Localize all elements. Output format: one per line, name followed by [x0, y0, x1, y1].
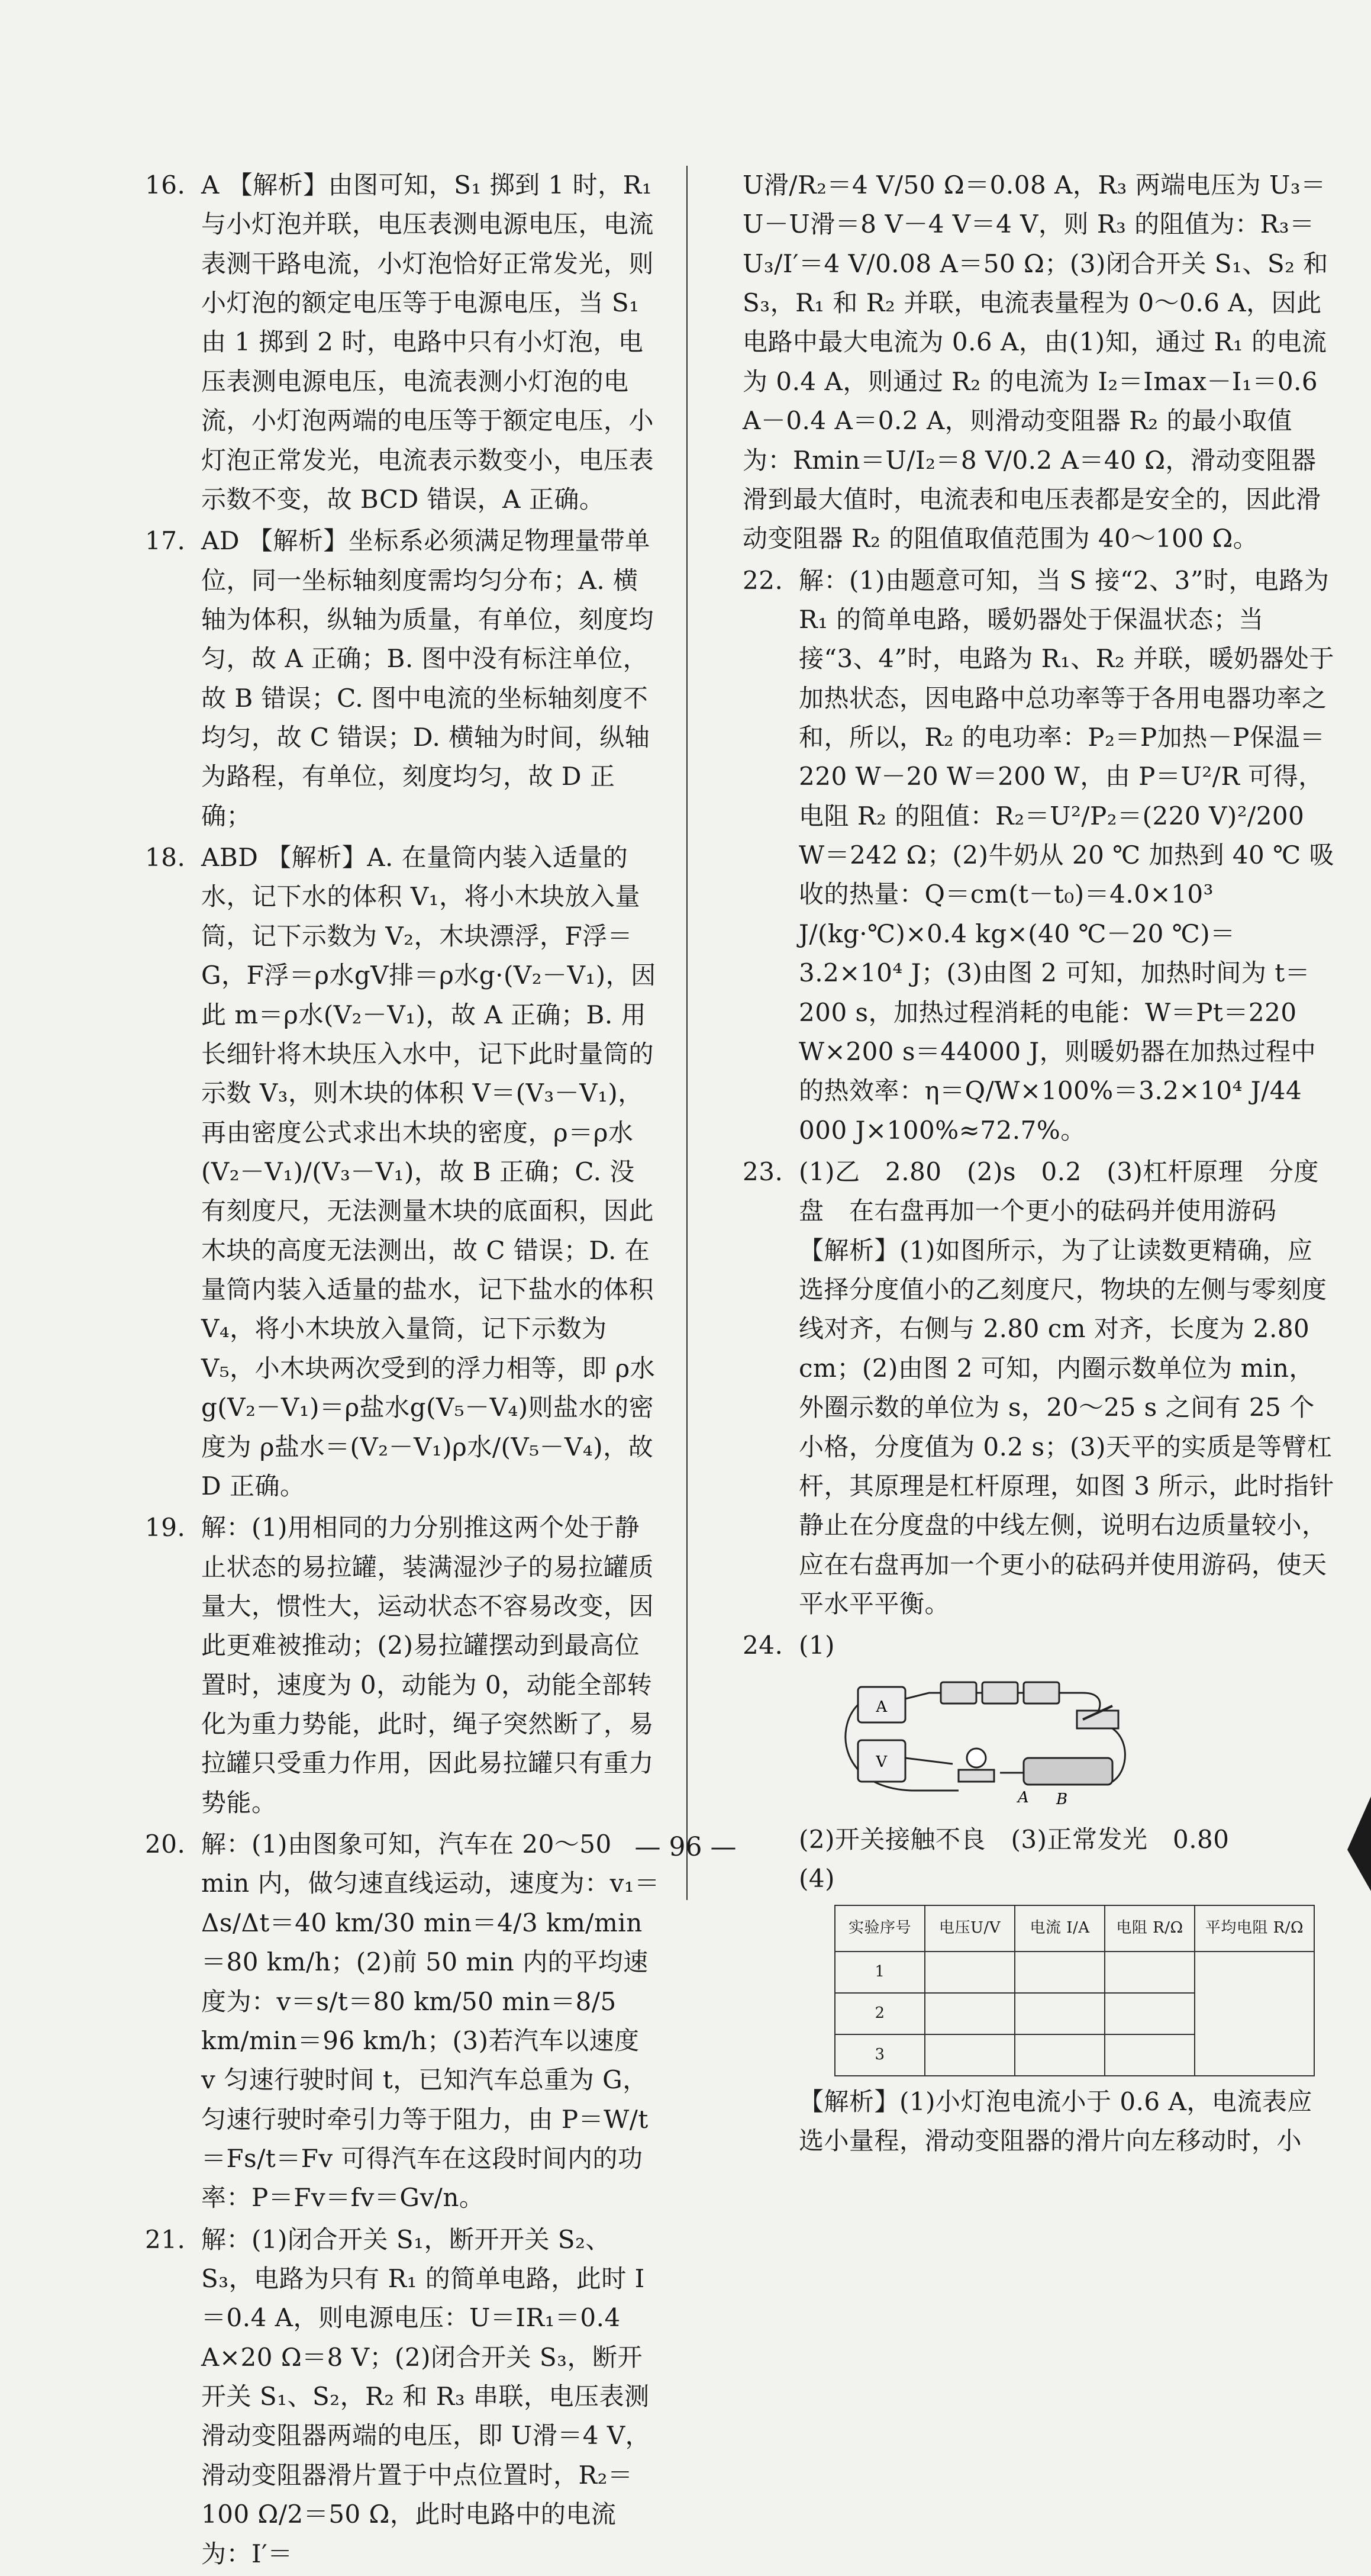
question-18 [145, 838, 660, 1506]
rheostat-end-a: A [1018, 1788, 1030, 1805]
table-cell [1015, 2034, 1105, 2076]
answer-text: (1) [799, 1631, 835, 1660]
left-column [145, 166, 660, 2576]
page-number: — 96 — [634, 1832, 737, 1862]
table-cell [1105, 1952, 1195, 1993]
right-column [743, 166, 1334, 2163]
question-number: 18. [145, 843, 186, 872]
ammeter-label: A [876, 1698, 888, 1716]
page-corner-mark [1347, 1796, 1371, 1891]
table-cell: 1 [835, 1952, 925, 1993]
question-number: 20. [145, 1830, 186, 1859]
table-cell: 3 [835, 2034, 925, 2076]
question-number: 21. [145, 2224, 186, 2254]
triangle-mark-icon [1347, 1796, 1371, 1891]
question-number: 22. [743, 565, 783, 595]
table-header-cell: 电流 I/A [1015, 1905, 1105, 1952]
answer-text: 解：(1)用相同的力分别推这两个处于静止状态的易拉罐，装满湿沙子的易拉罐质量大，惯性大，运动状态不容易改变，因此更难被推动；(2)易拉罐摆动到最高位置时，速度为 0，动能为 0，动能全部转化为重力势能，此时，绳子突然断了，易拉罐只受重力作用，因此易拉罐只有重力势能。 [201, 1513, 654, 1817]
lamp [967, 1749, 986, 1767]
table-cell [925, 1993, 1015, 2034]
answer-text: 解：(1)由图象可知，汽车在 20～50 min 内，做匀速直线运动，速度为：v₁＝Δs/Δt＝40 km/30 min＝4/3 km/min＝80 km/h；(2)前 50 min 内的平均速度为：v＝s/t＝80 km/50 min＝8/5 km/min＝96 km/h；(3)若汽车以速度 v 匀速行驶时间 t，已知汽车总重为 G，匀速行驶时牵引力等于阻力，由 P＝W/t＝Fs/t＝Fv 可得汽车在这段时间内的功率：P＝Fv＝fv＝Gv/n。 [201, 1830, 660, 2213]
question-number: 24. [743, 1631, 783, 1660]
answer-text: (4) [799, 1864, 835, 1894]
question-21-continued [743, 166, 1334, 559]
answer-text: U滑/R₂＝4 V/50 Ω＝0.08 A，R₃ 两端电压为 U₃＝U－U滑＝8 V－4 V＝4 V，则 R₃ 的阻值为：R₃＝U₃/I′＝4 V/0.08 A＝50 Ω；(3)闭合开关 S₁、S₂ 和 S₃，R₁ 和 R₂ 并联，电流表量程为 0～0.6 A，因此电路中最大电流为 0.6 A，由(1)知，通过 R₁ 的电流为 0.4 A，则通过 R₂ 的电流为 I₂＝Imax－I₁＝0.6 A－0.4 A＝0.2 A，则滑动变阻器 R₂ 的最小取值为：Rmin＝U/I₂＝8 V/0.2 A＝40 Ω，滑动变阻器滑到最大值时，电流表和电压表都是安全的，因此滑动变阻器 R₂ 的阻值取值范围为 40～100 Ω。 [743, 170, 1328, 553]
question-21 [145, 2220, 660, 2574]
table-header-cell: 电压U/V [925, 1905, 1015, 1952]
voltmeter-label: V [876, 1753, 888, 1771]
battery-cell [941, 1682, 976, 1704]
answer-text: (1)乙 2.80 (2)s 0.2 (3)杠杆原理 分度盘 在右盘再加一个更小的砝码并使用游码 【解析】(1)如图所示，为了让读数更精确，应选择分度值小的乙刻度尺，物块的左侧与零刻度线对齐，右侧与 2.80 cm 对齐，长度为 2.80 cm；(2)由图 2 可知，内圈示数单位为 min，外圈示数的单位为 s，20～25 s 之间有 25 个小格，分度值为 0.2 s；(3)天平的实质是等臂杠杆，其原理是杠杆原理，如图 3 所示，此时指针静止在分度盘的中线左侧，说明右边质量较小，应在右盘再加一个更小的砝码并使用游码，使天平水平平衡。 [799, 1157, 1334, 1618]
answer-text: AD 【解析】坐标系必须满足物理量带单位，同一坐标轴刻度需均匀分布；A. 横轴为体积，纵轴为质量，有单位，刻度均匀，故 A 正确；B. 图中没有标注单位，故 B 错误；C. 图中电流的坐标轴刻度不均匀，故 C 错误；D. 横轴为时间，纵轴为路程，有单位，刻度均匀，故 D 正确； [201, 526, 654, 830]
question-number: 19. [145, 1513, 186, 1543]
answer-text: A 【解析】由图可知，S₁ 掷到 1 时，R₁ 与小灯泡并联，电压表测电源电压，电流表测干路电流，小灯泡恰好正常发光，则小灯泡的额定电压等于电源电压，当 S₁ 由 1 掷到 2 时，电路中只有小灯泡，电压表测电源电压，电流表测小灯泡的电流，小灯泡两端的电压等于额定电压，小灯泡正常发光，电流表示数变小，电压表示数不变，故 BCD 错误，A 正确。 [201, 170, 654, 514]
question-number: 23. [743, 1157, 783, 1186]
column-divider [686, 166, 688, 1900]
question-23 [743, 1152, 1334, 1624]
answer-text: 【解析】(1)小灯泡电流小于 0.6 A，电流表应选小量程，滑动变阻器的滑片向左移动时，小 [799, 2086, 1312, 2156]
answer-text: (2)开关接触不良 (3)正常发光 0.80 [799, 1825, 1230, 1854]
table-cell [1105, 2034, 1195, 2076]
battery-cell [1024, 1682, 1059, 1704]
table-header-cell: 实验序号 [835, 1905, 925, 1952]
question-16 [145, 166, 660, 519]
circuit-diagram [822, 1669, 1154, 1805]
table-header-cell: 平均电阻 R/Ω [1195, 1905, 1314, 1952]
table-header-cell: 电阻 R/Ω [1105, 1905, 1195, 1952]
question-number: 17. [145, 526, 186, 556]
table-cell [1105, 1993, 1195, 2034]
table-cell [1015, 1952, 1105, 1993]
question-20 [145, 1825, 660, 2218]
rheostat-end-b: B [1056, 1790, 1068, 1805]
data-table [834, 1905, 1315, 2076]
table-cell [925, 2034, 1015, 2076]
answer-text: 解：(1)闭合开关 S₁，断开开关 S₂、S₃，电路为只有 R₁ 的简单电路，此时 I＝0.4 A，则电源电压：U＝IR₁＝0.4 A×20 Ω＝8 V；(2)闭合开关 S₃，断开开关 S₁、S₂，R₂ 和 R₃ 串联，电压表测滑动变阻器两端的电压，即 U滑＝4 V，滑动变阻器滑片置于中点位置时，R₂＝100 Ω/2＝50 Ω，此时电路中的电流为：I′＝ [201, 2224, 651, 2568]
table-cell [1195, 1952, 1314, 2076]
table-cell: 2 [835, 1993, 925, 2034]
lamp-base [959, 1770, 994, 1782]
question-number: 16. [145, 170, 186, 199]
answer-text: ABD 【解析】A. 在量筒内装入适量的水，记下水的体积 V₁，将小木块放入量筒，记下示数为 V₂，木块漂浮，F浮＝G，F浮＝ρ水gV排＝ρ水g·(V₂－V₁)，因此 m＝ρ水(V₂－V₁)，故 A 正确；B. 用长细针将木块压入水中，记下此时量筒的示数 V₃，则木块的体积 V＝(V₃－V₁)，再由密度公式求出木块的密度，ρ＝ρ水(V₂－V₁)/(V₃－V₁)，故 B 正确；C. 没有刻度尺，无法测量木块的底面积，因此木块的高度无法测出，故 C 错误；D. 在量筒内装入适量的盐水，记下盐水的体积 V₄，将小木块放入量筒，记下示数为 V₅，小木块两次受到的浮力相等，即 ρ水g(V₂－V₁)＝ρ盐水g(V₅－V₄)则盐水的密度为 ρ盐水＝(V₂－V₁)ρ水/(V₅－V₄)，故 D 正确。 [201, 843, 656, 1500]
question-19 [145, 1508, 660, 1822]
battery-cell [982, 1682, 1018, 1704]
table-cell [925, 1952, 1015, 1993]
question-22 [743, 561, 1334, 1150]
rheostat [1024, 1758, 1112, 1785]
table-cell [1015, 1993, 1105, 2034]
answer-text: 解：(1)由题意可知，当 S 接“2、3”时，电路为 R₁ 的简单电路，暖奶器处于保温状态；当接“3、4”时，电路为 R₁、R₂ 并联，暖奶器处于加热状态，因电路中总功率等于各用电器功率之和，所以，R₂ 的电功率：P₂＝P加热－P保温＝220 W－20 W＝200 W，由 P＝U²/R 可得，电阻 R₂ 的阻值：R₂＝U²/P₂＝(220 V)²/200 W＝242 Ω；(2)牛奶从 20 ℃ 加热到 40 ℃ 吸收的热量：Q＝cm(t－t₀)＝4.0×10³ J/(kg·℃)×0.4 kg×(40 ℃－20 ℃)＝3.2×10⁴ J；(3)由图 2 可知，加热时间为 t＝200 s，加热过程消耗的电能：W＝Pt＝220 W×200 s＝44000 J，则暖奶器在加热过程中的热效率：η＝Q/W×100%＝3.2×10⁴ J/44 000 J×100%≈72.7%。 [799, 565, 1335, 1145]
table-row [835, 1952, 1314, 1993]
question-17 [145, 521, 660, 836]
table-header-row [835, 1905, 1314, 1952]
question-24 [743, 1626, 1334, 2160]
